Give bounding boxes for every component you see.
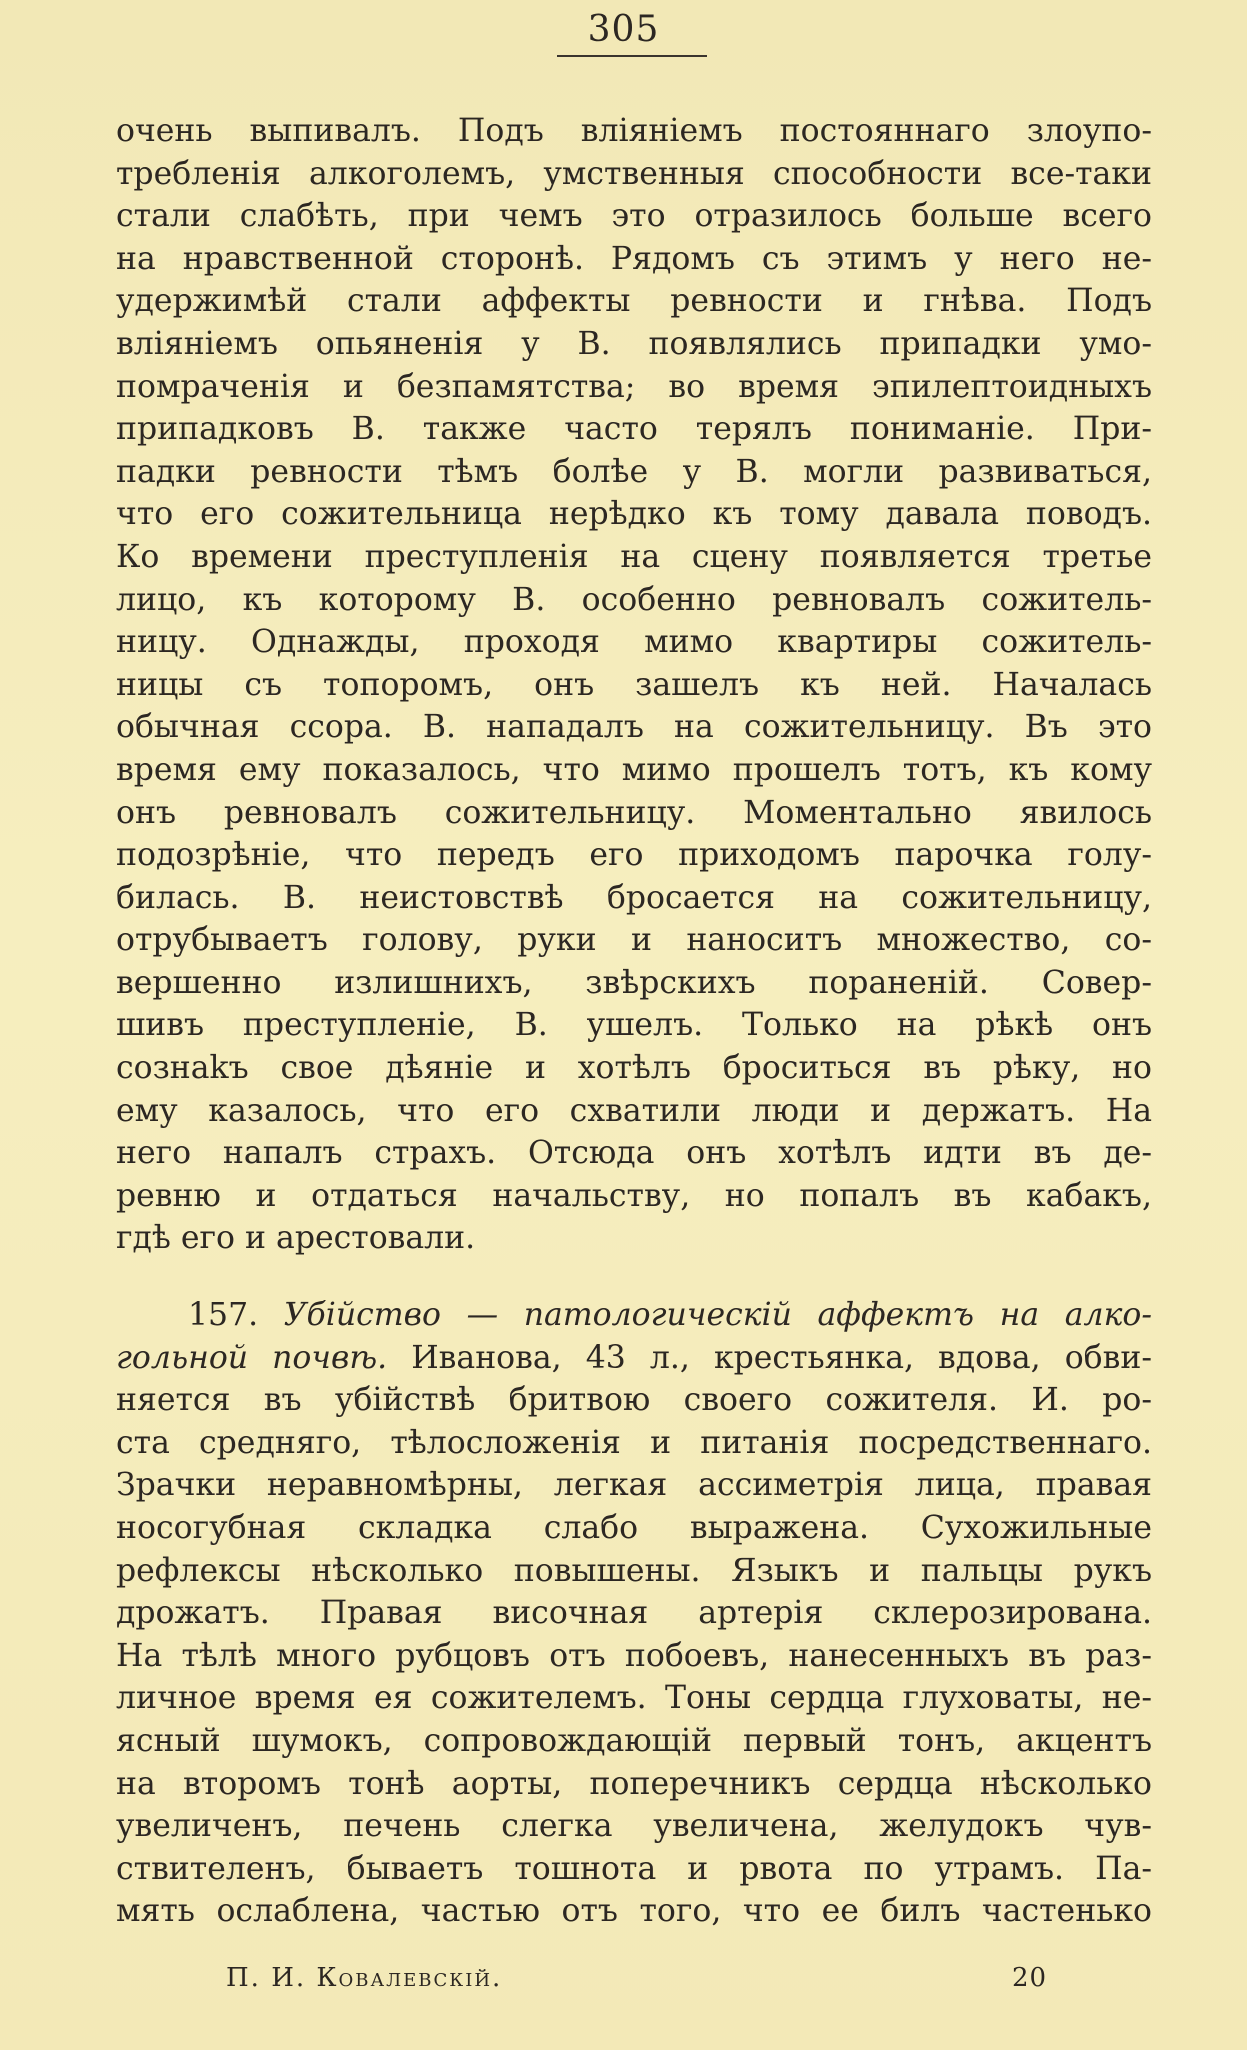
text-line: билась. В. неистовствѣ бросается на сожительницу, xyxy=(116,879,1152,916)
text-line: увеличенъ, печень слегка увеличена, желудокъ чув- xyxy=(116,1808,1152,1845)
text-line: вершенно излишнихъ, звѣрскихъ пораненій. Совер- xyxy=(116,964,1152,1001)
text-line: требленія алкоголемъ, умственныя способности все-таки xyxy=(116,155,1152,192)
text-line: Зрачки неравномѣрны, легкая ассиметрія лица, правая xyxy=(116,1467,1152,1504)
footer-author: П. И. Ковалевскій. xyxy=(226,1963,503,1993)
text-line: ствителенъ, бываетъ тошнота и рвота по утрамъ. Па- xyxy=(116,1850,1152,1887)
text-line: ста средняго, тѣлосложенія и питанія посредственнаго. xyxy=(116,1424,1152,1461)
text-line: шивъ преступленіе, В. ушелъ. Только на рѣкѣ онъ xyxy=(116,1007,1152,1044)
text-line: ревню и отдаться начальству, но попалъ въ кабакъ, xyxy=(116,1177,1152,1214)
text-line: очень выпивалъ. Подъ вліяніемъ постояннаго злоупо- xyxy=(116,113,1152,149)
text-line: мять ослаблена, частью отъ того, что ее билъ частенько xyxy=(116,1893,1152,1930)
paragraph-1 xyxy=(116,110,1152,1260)
text-line: няется въ убійствѣ бритвою своего сожителя. И. ро- xyxy=(116,1382,1152,1419)
text-line: ему казалось, что его схватили люди и держатъ. На xyxy=(116,1092,1152,1129)
text-line: падки ревности тѣмъ болѣе у В. могли развиваться, xyxy=(116,453,1152,490)
text-line: ницу. Однажды, проходя мимо квартиры сожитель- xyxy=(116,624,1152,661)
text-line: на нравственной сторонѣ. Рядомъ съ этимъ у него не- xyxy=(116,240,1152,277)
case-title-continued: гольной почвѣ. xyxy=(116,1339,388,1376)
text-line: Ко времени преступленія на сцену появляется третье xyxy=(116,538,1152,575)
page-footer xyxy=(0,1958,1247,1998)
text-line: помраченія и безпамятства; во время эпилептоидныхъ xyxy=(116,368,1152,405)
text-line: стали слабѣть, при чемъ это отразилось больше всего xyxy=(116,198,1152,235)
text-line: обычная ссора. В. нападалъ на сожительницу. Въ это xyxy=(116,709,1152,746)
text-line: отрубываетъ голову, руки и наноситъ множество, со- xyxy=(116,922,1152,959)
text-line: дрожатъ. Правая височная артерія склерозирована. xyxy=(116,1595,1152,1632)
paragraph-157 xyxy=(116,1294,1152,1933)
case-text-start: Иванова, 43 л., крестьянка, вдова, обви- xyxy=(411,1339,1153,1376)
text-line: него напалъ страхъ. Отсюда онъ хотѣлъ идти въ де- xyxy=(116,1135,1152,1172)
case-number: 157. xyxy=(188,1297,259,1333)
page-number: 305 xyxy=(587,9,660,50)
text-line: На тѣлѣ много рубцовъ отъ побоевъ, нанесенныхъ въ раз- xyxy=(116,1637,1152,1674)
header-rule xyxy=(557,55,707,57)
text-line: припадковъ В. также часто терялъ пониманіе. При- xyxy=(116,411,1152,448)
text-line: рефлексы нѣсколько повышены. Языкъ и пальцы рукъ xyxy=(116,1552,1152,1589)
text-line: вліяніемъ опьяненія у В. появлялись припадки умо- xyxy=(116,325,1152,362)
case-heading-line xyxy=(116,1294,1152,1337)
case-title: Убійство — патологическій аффектъ на алко- xyxy=(283,1297,1152,1333)
text-line: что его сожительница нерѣдко къ тому давала поводъ. xyxy=(116,496,1152,533)
text-line: гдѣ его и арестовали. xyxy=(116,1220,476,1257)
text-line: ясный шумокъ, сопровождающій первый тонъ, акцентъ xyxy=(116,1722,1152,1759)
text-line: время ему показалось, что мимо прошелъ тотъ, къ кому xyxy=(116,751,1152,788)
text-line: сознаkъ свое дѣяніе и хотѣлъ броситься въ рѣку, но xyxy=(116,1050,1152,1087)
text-line: лицо, къ которому В. особенно ревновалъ сожитель- xyxy=(116,581,1152,618)
text-line: ницы съ топоромъ, онъ зашелъ къ ней. Началась xyxy=(116,666,1152,703)
text-line: онъ ревновалъ сожительницу. Моментально явилось xyxy=(116,794,1152,831)
case-heading-line xyxy=(116,1337,1152,1380)
text-line: подозрѣніе, что передъ его приходомъ парочка голу- xyxy=(116,837,1152,874)
text-line: удержимѣй стали аффекты ревности и гнѣва. Подъ xyxy=(116,283,1152,320)
text-line: носогубная складка слабо выражена. Сухожильные xyxy=(116,1509,1152,1546)
signature-mark: 20 xyxy=(1012,1963,1048,1993)
text-line: личное время ея сожителемъ. Тоны сердца глуховаты, не- xyxy=(116,1680,1152,1717)
text-line: на второмъ тонѣ аорты, поперечникъ сердца нѣсколько xyxy=(116,1765,1152,1802)
